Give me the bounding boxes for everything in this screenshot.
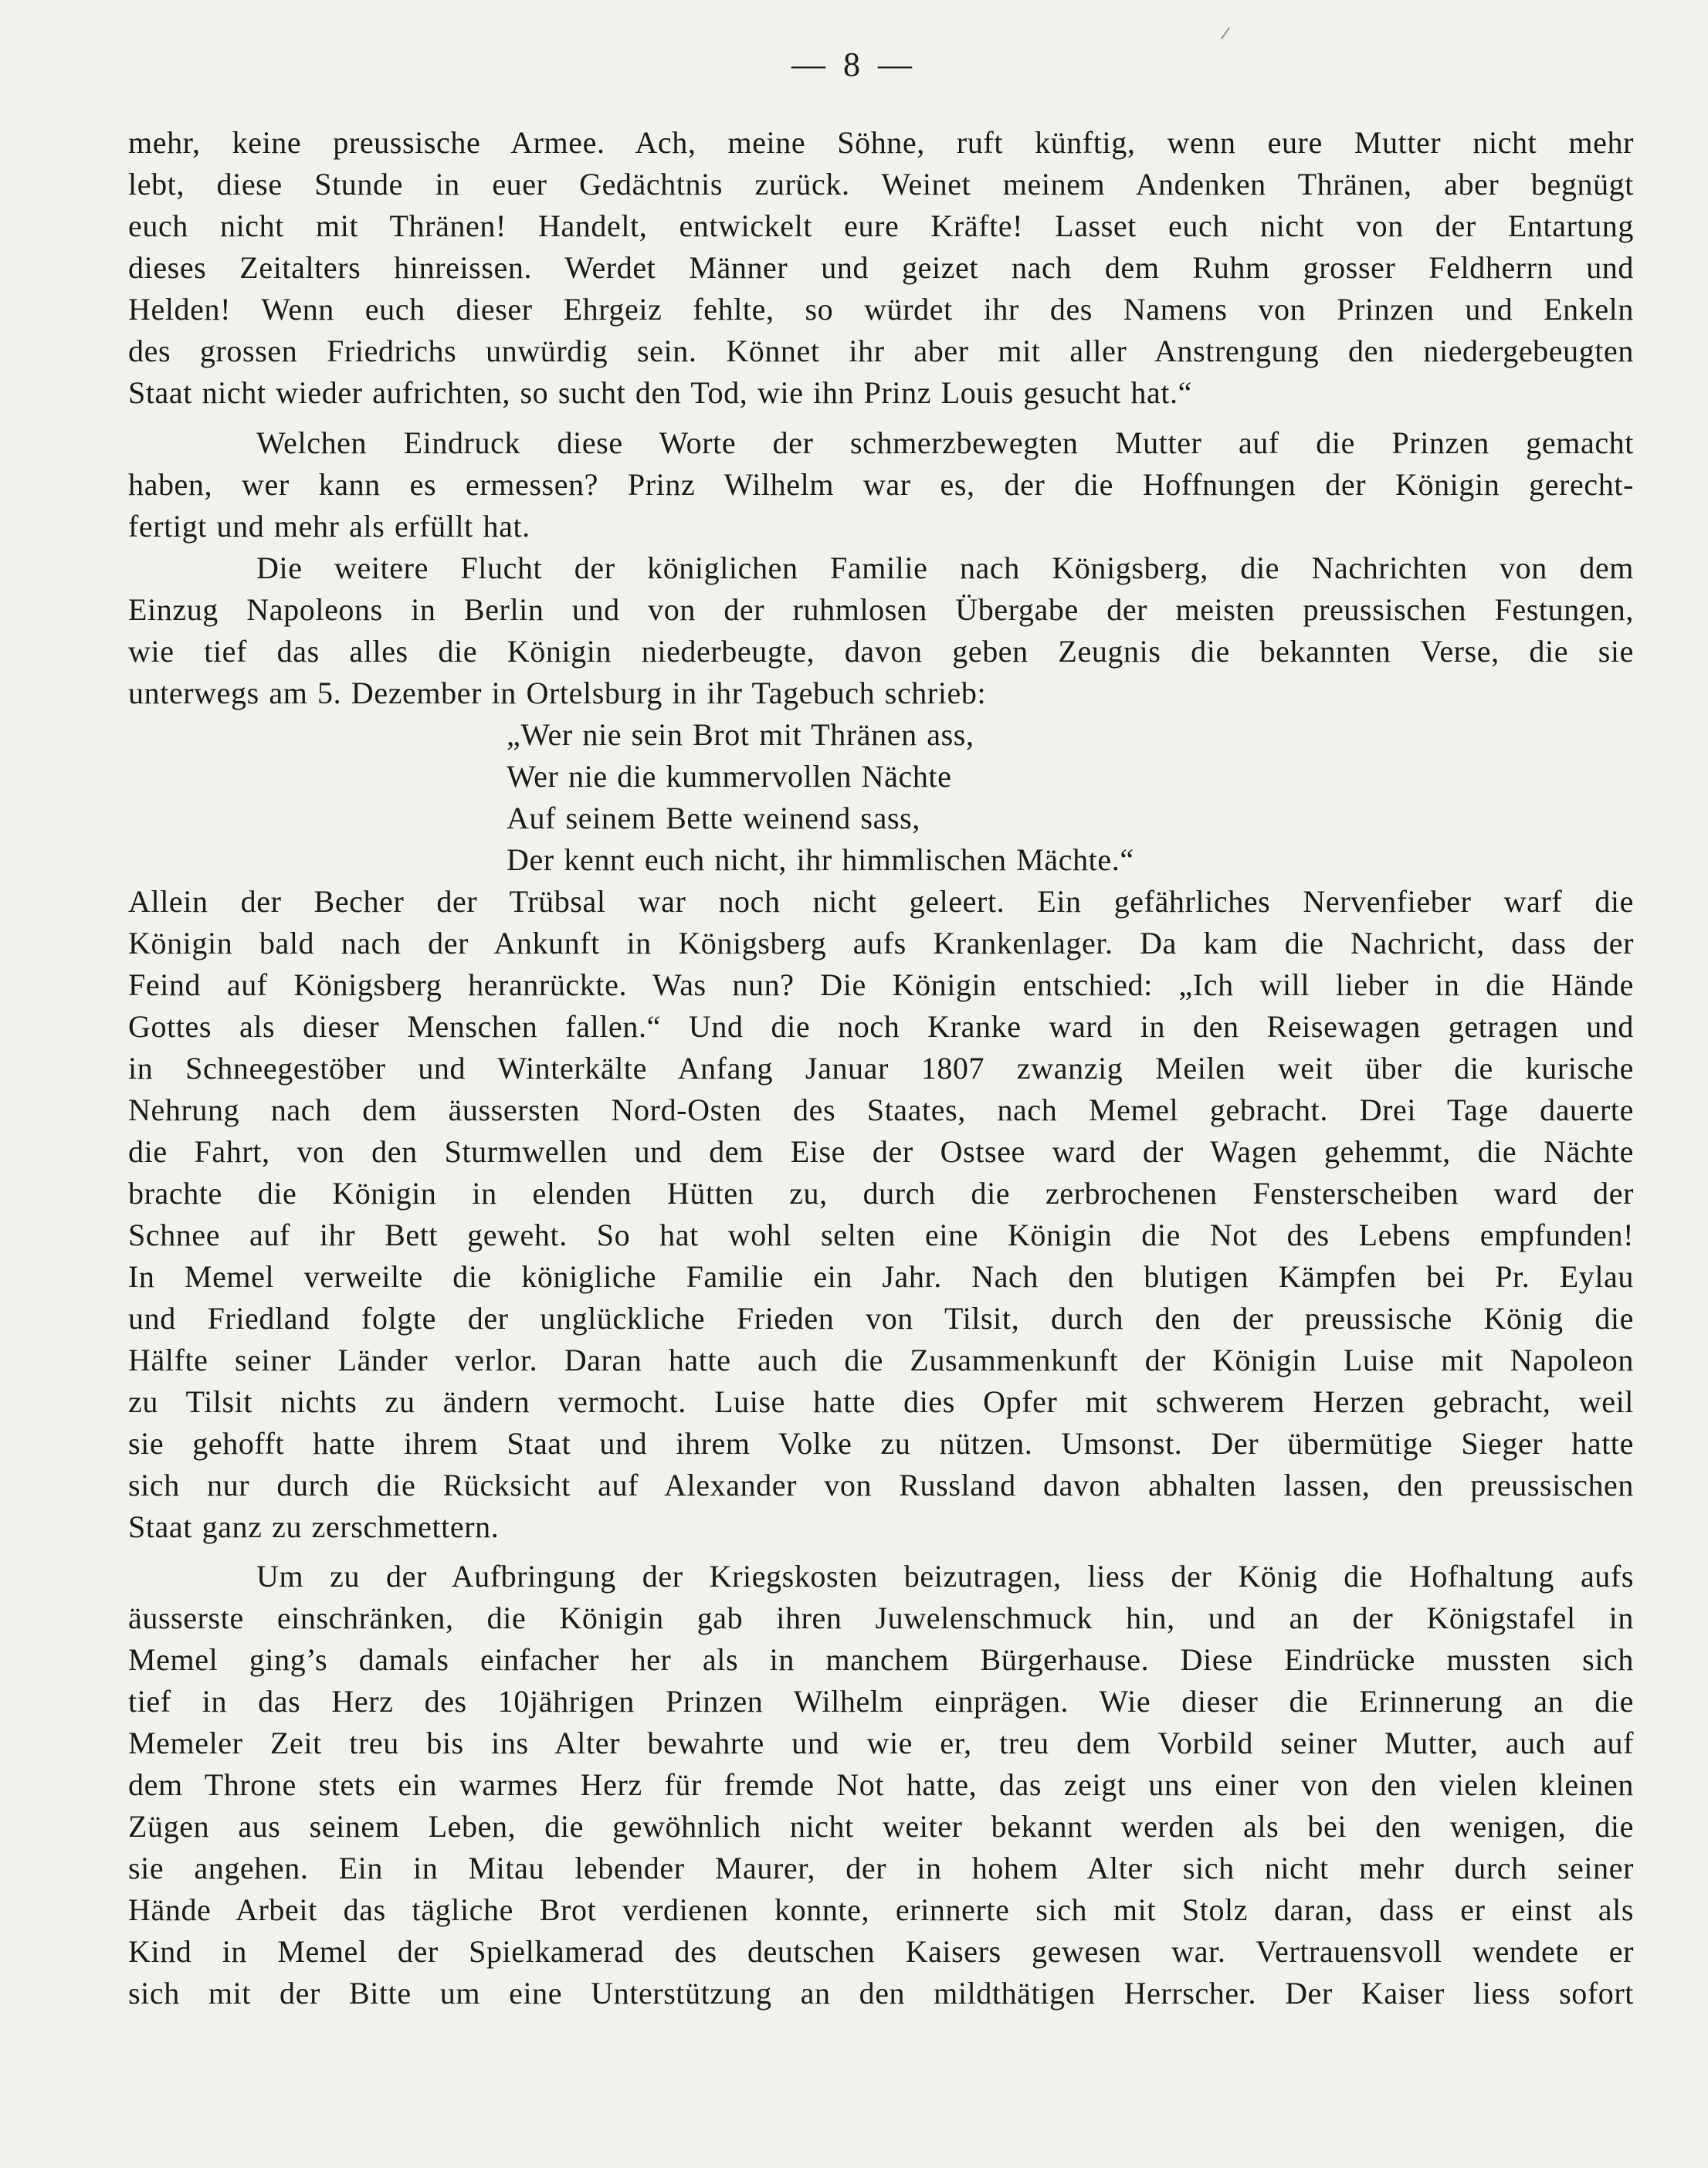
text-line: Die weitere Flucht der königlichen Familie nach Königsberg, die Nachrichten von dem <box>256 550 1634 585</box>
text-line: sich mit der Bitte um eine Unterstützung an den mildthätigen Herrscher. Der Kaiser liess sofort <box>128 1976 1634 2010</box>
verse-line: „Wer nie sein Brot mit Thränen ass, <box>507 717 974 752</box>
text-line: die Fahrt, von den Sturmwellen und dem Eise der Ostsee ward der Wagen gehemmt, die Nächte <box>128 1134 1634 1169</box>
text-line: sie angehen. Ein in Mitau lebender Maurer, der in hohem Alter sich nicht mehr durch seiner <box>128 1851 1634 1885</box>
verse-line: Auf seinem Bette weinend sass, <box>507 801 920 835</box>
text-line: Hände Arbeit das tägliche Brot verdienen konnte, erinnerte sich mit Stolz daran, dass er einst als <box>128 1892 1634 1927</box>
text-line: unterwegs am 5. Dezember in Ortelsburg in ihr Tagebuch schrieb: <box>128 676 987 710</box>
text-line: Nehrung nach dem äussersten Nord-Osten des Staates, nach Memel gebracht. Drei Tage dauerte <box>128 1092 1634 1127</box>
text-line: Kind in Memel der Spielkamerad des deutschen Kaisers gewesen war. Vertrauensvoll wendete er <box>128 1934 1634 1969</box>
pencil-mark <box>1221 27 1230 39</box>
text-line: brachte die Königin in elenden Hütten zu, durch die zerbrochenen Fensterscheiben ward der <box>128 1176 1634 1211</box>
text-line: sich nur durch die Rücksicht auf Alexander von Russland davon abhalten lassen, den preussischen <box>128 1468 1634 1502</box>
text-line: Schnee auf ihr Bett geweht. So hat wohl selten eine Königin die Not des Lebens empfunden! <box>128 1218 1634 1252</box>
text-line: Hälfte seiner Länder verlor. Daran hatte auch die Zusammenkunft der Königin Luise mit Napoleon <box>128 1343 1634 1377</box>
text-line: wie tief das alles die Königin niederbeugte, davon geben Zeugnis die bekannten Verse, die sie <box>128 634 1634 669</box>
text-line: tief in das Herz des 10jährigen Prinzen Wilhelm einprägen. Wie dieser die Erinnerung an die <box>128 1684 1634 1719</box>
page-number: — 8 — <box>791 46 917 83</box>
text-line: Allein der Becher der Trübsal war noch nicht geleert. Ein gefährliches Nervenfieber warf die <box>128 884 1634 919</box>
text-line: Staat ganz zu zerschmettern. <box>128 1509 500 1544</box>
text-line: Königin bald nach der Ankunft in Königsberg aufs Krankenlager. Da kam die Nachricht, dass der <box>128 926 1634 960</box>
text-line: Feind auf Königsberg heranrückte. Was nun? Die Königin entschied: „Ich will lieber in die Hände <box>128 967 1634 1002</box>
text-line: dem Throne stets ein warmes Herz für fremde Not hatte, das zeigt uns einer von den vielen kleinen <box>128 1767 1634 1802</box>
text-line: in Schneegestöber und Winterkälte Anfang Januar 1807 zwanzig Meilen weit über die kurische <box>128 1051 1634 1086</box>
text-line: Gottes als dieser Menschen fallen.“ Und die noch Kranke ward in den Reisewagen getragen und <box>128 1009 1634 1044</box>
text-line: und Friedland folgte der unglückliche Frieden von Tilsit, durch den der preussische König die <box>128 1301 1634 1336</box>
text-line: sie gehofft hatte ihrem Staat und ihrem Volke zu nützen. Umsonst. Der übermütige Sieger hatte <box>128 1426 1634 1461</box>
text-line: Memeler Zeit treu bis ins Alter bewahrte und wie er, treu dem Vorbild seiner Mutter, auch auf <box>128 1726 1634 1760</box>
text-line: äusserste einschränken, die Königin gab ihren Juwelenschmuck hin, und an der Königstafel in <box>128 1601 1634 1635</box>
text-line: Helden! Wenn euch dieser Ehrgeiz fehlte, so würdet ihr des Namens von Prinzen und Enkeln <box>128 292 1634 327</box>
text-line: Einzug Napoleons in Berlin und von der ruhmlosen Übergabe der meisten preussischen Festungen, <box>128 592 1634 627</box>
text-line: dieses Zeitalters hinreissen. Werdet Männer und geizet nach dem Ruhm grosser Feldherrn und <box>128 250 1634 285</box>
text-line: zu Tilsit nichts zu ändern vermocht. Luise hatte dies Opfer mit schwerem Herzen gebracht, weil <box>128 1384 1634 1419</box>
text-line: In Memel verweilte die königliche Familie ein Jahr. Nach den blutigen Kämpfen bei Pr. Eylau <box>128 1259 1634 1294</box>
text-line: des grossen Friedrichs unwürdig sein. Könnet ihr aber mit aller Anstrengung den niedergebeugten <box>128 334 1634 368</box>
text-line: mehr, keine preussische Armee. Ach, meine Söhne, ruft künftig, wenn eure Mutter nicht mehr <box>128 125 1634 160</box>
text-line: Welchen Eindruck diese Worte der schmerzbewegten Mutter auf die Prinzen gemacht <box>256 425 1634 460</box>
verse-line: Der kennt euch nicht, ihr himmlischen Mächte.“ <box>507 842 1134 877</box>
text-line: Zügen aus seinem Leben, die gewöhnlich nicht weiter bekannt werden als bei den wenigen, die <box>128 1809 1634 1844</box>
text-line: Staat nicht wieder aufrichten, so sucht den Tod, wie ihn Prinz Louis gesucht hat.“ <box>128 375 1193 410</box>
text-line: Memel ging’s damals einfacher her als in manchem Bürgerhause. Diese Eindrücke mussten sich <box>128 1642 1634 1677</box>
text-line: euch nicht mit Thränen! Handelt, entwickelt eure Kräfte! Lasset euch nicht von der Entartung <box>128 208 1634 243</box>
text-line: haben, wer kann es ermessen? Prinz Wilhelm war es, der die Hoffnungen der Königin gerecht- <box>128 467 1634 502</box>
text-line: Um zu der Aufbringung der Kriegskosten beizutragen, liess der König die Hofhaltung aufs <box>256 1559 1634 1594</box>
text-line: fertigt und mehr als erfüllt hat. <box>128 509 530 544</box>
verse-line: Wer nie die kummervollen Nächte <box>507 759 952 794</box>
text-line: lebt, diese Stunde in euer Gedächtnis zurück. Weinet meinem Andenken Thränen, aber begnügt <box>128 167 1634 202</box>
